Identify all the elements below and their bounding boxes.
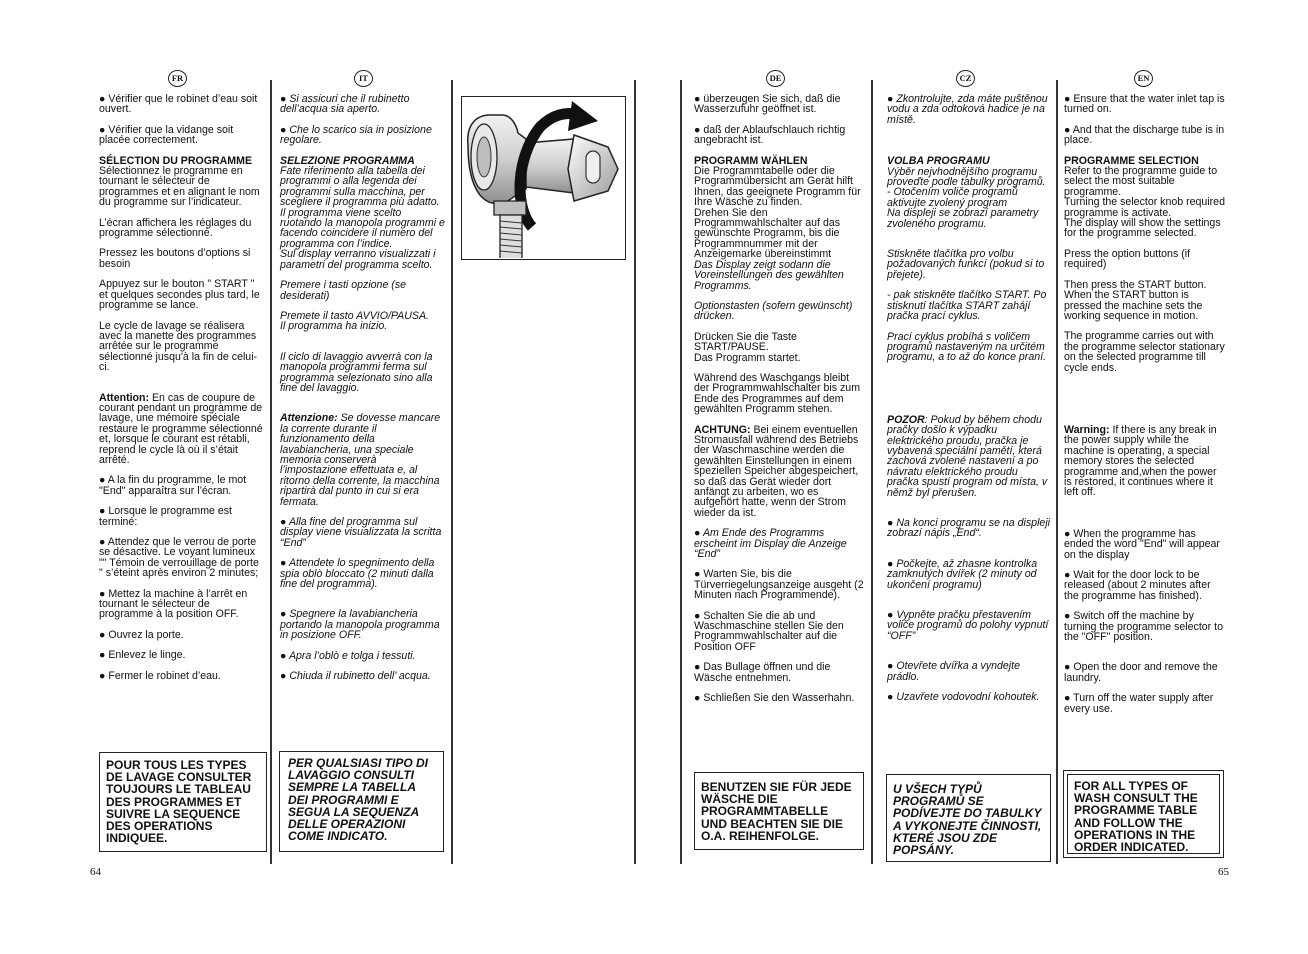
paragraph: Drehen Sie den Programmwahlschalter auf das gewünschte Programm, bis die Programmnummer mit der Anzeigemarke übereinstimmt (694, 206, 841, 261)
paragraph: ● Uzavřete vodovodní kohoutek. (887, 691, 1040, 704)
warning-paragraph (280, 413, 445, 507)
warning-label: Attenzione: (280, 412, 338, 425)
section-heading: SELEZIONE PROGRAMMA (280, 154, 415, 167)
paragraph: ● And that the discharge tube is in place. (1064, 123, 1225, 147)
paragraph: ● Das Bullage öffnen und die Wäsche entnehmen. (694, 661, 831, 684)
paragraph: Premere i tasti opzione (se desiderati) (280, 279, 407, 302)
section-heading: PROGRAMM WÄHLEN (694, 154, 808, 167)
warning-paragraph (694, 425, 864, 519)
paragraph: Il ciclo di lavaggio avverrà con la manopola programmi ferma sul programma selezionato sino alla fine del lavaggio. (280, 350, 433, 394)
paragraph: ● daß der Ablaufschlauch richtig angebracht ist. (694, 123, 846, 147)
column-divider (871, 80, 873, 864)
paragraph: ● Vérifier que la vidange soit placée correctement. (99, 123, 234, 147)
paragraph: ● Warten Sie, bis die Türverriegelungsanzeige ausgeht (2 Minuten nach Programmende). (694, 568, 864, 602)
paragraph: Sul display verranno visualizzati i parametri del programma scelto. (280, 248, 436, 271)
paragraph: ● Si assicuri che il rubinetto dell’acqua sia aperto. (280, 93, 410, 116)
notice-text: FOR ALL TYPES OF WASH CONSULT THE PROGRAMME TABLE AND FOLLOW THE OPERATIONS IN THE ORDER INDICATED. (1074, 779, 1198, 855)
paragraph: ● Ouvrez la porte. (99, 628, 184, 641)
language-badge-fr: FR (168, 70, 187, 87)
notice-box-it (279, 751, 444, 852)
notice-box-en-inner (1067, 774, 1220, 854)
paragraph: - Otočením voliče programů aktivujte zvolený program (887, 186, 1018, 209)
warning-text: Se dovesse mancare la corrente durante il funzionamento della lavabiancheria, una speciale memoria conserverà l’impostazione effettuata e, al ritorno della corrente, la macchina ripartirà dal punto in cui si era fermata. (280, 412, 441, 508)
paragraph: ● Wait for the door lock to be released (about 2 minutes after the programme has finished). (1064, 569, 1211, 602)
paragraph: ● Mettez la machine à l’arrêt en tournant le sélecteur de programme à la position OFF. (99, 587, 248, 621)
paragraph: Das Programm startet. (694, 351, 801, 364)
notice-box-de (694, 772, 864, 850)
paragraph: Na displeji se zobrazí parametry zvoleného programu. (887, 207, 1039, 230)
paragraph: The programme carries out with the programme selector stationary on the selected programme till cycle ends. (1064, 330, 1225, 374)
paragraph: Pressez les boutons d’options si besoin (99, 247, 251, 270)
paragraph: ● Na konci programu se na displeji zobrazí nápis „End“. (887, 516, 1051, 540)
warning-label: Attention: (99, 391, 150, 404)
paragraph: ● Enlevez le linge. (99, 649, 186, 662)
notice-text: POUR TOUS LES TYPES DE LAVAGE CONSULTER TOUJOURS LE TABLEAU DES PROGRAMMES ET SUIVRE LA SEQUENCE DES OPERATIONS INDIQUEE. (106, 758, 252, 846)
paragraph: Premete il tasto AVVIO/PAUSA. (280, 309, 429, 322)
paragraph: Il programma ha inizio. (280, 320, 388, 333)
column-divider (1056, 80, 1058, 864)
paragraph: ● Attendete lo spegnimento della spia oblò bloccato (2 minuti dalla fine del programma). (280, 557, 435, 591)
page-edge-divider (634, 80, 636, 864)
paragraph: ● Chiuda il rubinetto dell’ acqua. (280, 670, 431, 683)
paragraph: Il programma viene scelto ruotando la manopola programmi e facendo coincidere il numero del programma con l’indice. (280, 206, 445, 250)
paragraph: Stiskněte tlačítka pro volbu požadovaných funkcí (pokud si to přejete). (887, 248, 1045, 281)
paragraph: ● Vérifier que le robinet d’eau soit ouvert. (99, 93, 258, 116)
warning-paragraph (99, 393, 264, 466)
paragraph: Sélectionnez le programme en tournant le sélecteur de programmes et en alignant le nom du programme sur l’indicateur. (99, 165, 260, 209)
paragraph: ● Fermer le robinet d’eau. (99, 669, 221, 682)
page-edge-divider (680, 80, 682, 864)
paragraph: ● Alla fine del programma sul display viene visualizzata la scritta “End” (280, 516, 442, 549)
paragraph: ● Spegnere la lavabiancheria portando la manopola programma in posizione OFF. (280, 608, 440, 642)
paragraph: Appuyez sur le bouton " START " et quelques secondes plus tard, le programme se lance. (99, 278, 260, 312)
paragraph: ● Zkontrolujte, zda máte puštěnou vodu a zda odtoková hadice je na místě. (887, 93, 1048, 126)
column-de (694, 94, 864, 704)
paragraph: ● Vypněte pračku přestavením voliče programů do polohy vypnutí “OFF” (887, 609, 1049, 642)
paragraph: ● überzeugen Sie sich, daß die Wasserzufuhr geöffnet ist. (694, 93, 841, 116)
paragraph: ● Turn off the water supply after every use. (1064, 692, 1214, 715)
warning-label: ACHTUNG: (694, 423, 751, 436)
paragraph: Drücken Sie die Taste START/PAUSE. (694, 330, 797, 354)
paragraph: ● Počkejte, až zhasne kontrolka zamknutých dvířek (2 minuty od ukončení programu) (887, 557, 1038, 591)
column-cz (887, 94, 1052, 702)
illustration-frame (461, 96, 626, 260)
warning-label: POZOR (887, 413, 925, 426)
paragraph: - pak stiskněte tlačítko START. Po stisknutí tlačítka START zahájí pračka prací cyklus. (887, 289, 1047, 323)
paragraph: ● Open the door and remove the laundry. (1064, 661, 1218, 684)
column-divider (451, 80, 453, 864)
page-number-left: 64 (90, 866, 101, 878)
column-divider (270, 80, 272, 864)
paragraph: ● When the programme has ended the word "End" will appear on the display (1064, 527, 1220, 561)
warning-paragraph (887, 415, 1052, 498)
paragraph: L’écran affichera les réglages du programme sélectionné. (99, 216, 252, 240)
warning-text: If there is any break in the power supply while the machine is operating, a special memory stores the selected programme and,when the power is restored, it continues where it left off. (1064, 423, 1217, 499)
paragraph: ● Lorsque le programme est terminé: (99, 505, 232, 528)
paragraph: Fate riferimento alla tabella dei programmi o alla legenda dei programmi sulla macchina, per scegliere il programma più adatto. (280, 165, 440, 209)
paragraph: ● Ensure that the water inlet tap is turned on. (1064, 93, 1225, 116)
notice-box-en (1063, 770, 1224, 858)
column-it (280, 94, 445, 681)
column-fr (99, 94, 264, 681)
paragraph: The display will show the settings for the programme selected. (1064, 217, 1221, 240)
water-tap-illustration (462, 97, 624, 258)
paragraph: Die Programmtabelle oder die Programmübersicht am Gerät hilft Ihnen, das geeignete Programm für Ihre Wäsche zu finden. (694, 165, 861, 209)
notice-text: U VŠECH TYPŮ PROGRAMŮ SE PODÍVEJTE DO TABULKY A VYKONEJTE ČINNOSTI, KTERÉ JSOU ZDE POPSÁNY. (893, 782, 1042, 858)
notice-text: PER QUALSIASI TIPO DI LAVAGGIO CONSULTI SEMPRE LA TABELLA DEI PROGRAMMI E SEGUA LA SEQUENZA DELLE OPERAZIONI COME INDICATO. (288, 756, 429, 844)
paragraph: ● Attendez que le verrou de porte se désactive. Le voyant lumineux "" Témoin de verrouillage de porte " s’éteint après environ 2 minutes; (99, 536, 259, 580)
section-heading: SÉLECTION DU PROGRAMME (99, 154, 253, 167)
page-number-right: 65 (1218, 866, 1229, 878)
paragraph: Výběr nejvhodnějšího programu proveďte podle tabulky programů. (887, 165, 1046, 189)
paragraph: ● Am Ende des Programms erscheint im Display die Anzeige “End” (694, 527, 847, 561)
language-badge-en: EN (1134, 70, 1153, 87)
paragraph: ● Schalten Sie die ab und Waschmaschine stellen Sie den Programmwahlschalter auf die Position OFF (694, 609, 844, 653)
paragraph: ● Switch off the machine by turning the programme selector to the "OFF" position. (1064, 610, 1223, 644)
paragraph: Während des Waschgangs bleibt der Programmwahlschalter bis zum Ende des Programmes auf dem gewählten Programm stehen. (694, 371, 861, 416)
warning-text: : Pokud by během chodu pračky došlo k výpadku elektrického proudu, pračka je vybavená speciální pamětí, která zachová zvolené nastavení a po návratu elektrického proudu pračka spustí program od místa, v němž byl přerušen. (887, 413, 1048, 499)
paragraph: ● Schließen Sie den Wasserhahn. (694, 692, 855, 705)
paragraph: ● A la fin du programme, le mot "End" apparaîtra sur l’écran. (99, 474, 247, 497)
warning-label: Warning: (1064, 423, 1110, 436)
paragraph: Prací cyklus probíhá s voličem programů nastaveným na určitém programu, a to až do konce praní. (887, 330, 1046, 364)
warning-paragraph (1064, 425, 1226, 498)
paragraph: ● Apra l’oblò e tolga i tessuti. (280, 649, 416, 662)
notice-box-cz (886, 774, 1051, 862)
notice-box-fr (99, 752, 267, 852)
paragraph: Le cycle de lavage se réalisera avec la manette des programmes arrêtée sur le programme sélectionné jusqu'à la fin de celui-ci. (99, 319, 258, 374)
warning-text: Bei einem eventuellen Stromausfall während des Betriebs der Waschmaschine werden die gewählten Einstellungen in einem speziellen Speicher abgespeichert, so daß das Gerät wieder dort anfängt zu arbeiten, wo es aufgehört hatte, wenn der Strom wieder da ist. (694, 423, 859, 519)
section-heading: PROGRAMME SELECTION (1064, 154, 1199, 167)
paragraph: Das Display zeigt sodann die Voreinstellungen des gewählten Programms. (694, 258, 844, 292)
paragraph: Press the option buttons (if required) (1064, 247, 1191, 271)
language-badge-it: IT (354, 70, 373, 87)
paragraph: ● Otevřete dvířka a vyndejte prádlo. (887, 660, 1020, 683)
paragraph: Then press the START button. When the START button is pressed the machine sets the working sequence in motion. (1064, 278, 1207, 322)
paragraph: Refer to the programme guide to select the most suitable programme. (1064, 165, 1218, 198)
paragraph: Optionstasten (sofern gewünscht) drücken. (694, 299, 853, 323)
language-badge-de: DE (766, 70, 785, 87)
paragraph: Turning the selector knob required programme is activate. (1064, 196, 1225, 219)
paragraph: ● Che lo scarico sia in posizione regolare. (280, 123, 432, 147)
warning-text: En cas de coupure de courant pendant un programme de lavage, une mémoire spéciale restaure le programme sélectionné et, lorsque le courant est rétabli, reprend le cycle là où il s’était arrêté. (99, 391, 263, 466)
notice-text: BENUTZEN SIE FÜR JEDE WÄSCHE DIE PROGRAMMTABELLE UND BEACHTEN SIE DIE O.A. REIHENFOLGE. (701, 780, 852, 843)
section-heading: VOLBA PROGRAMU (887, 155, 990, 168)
column-en (1064, 94, 1226, 714)
language-badge-cz: CZ (956, 70, 975, 87)
